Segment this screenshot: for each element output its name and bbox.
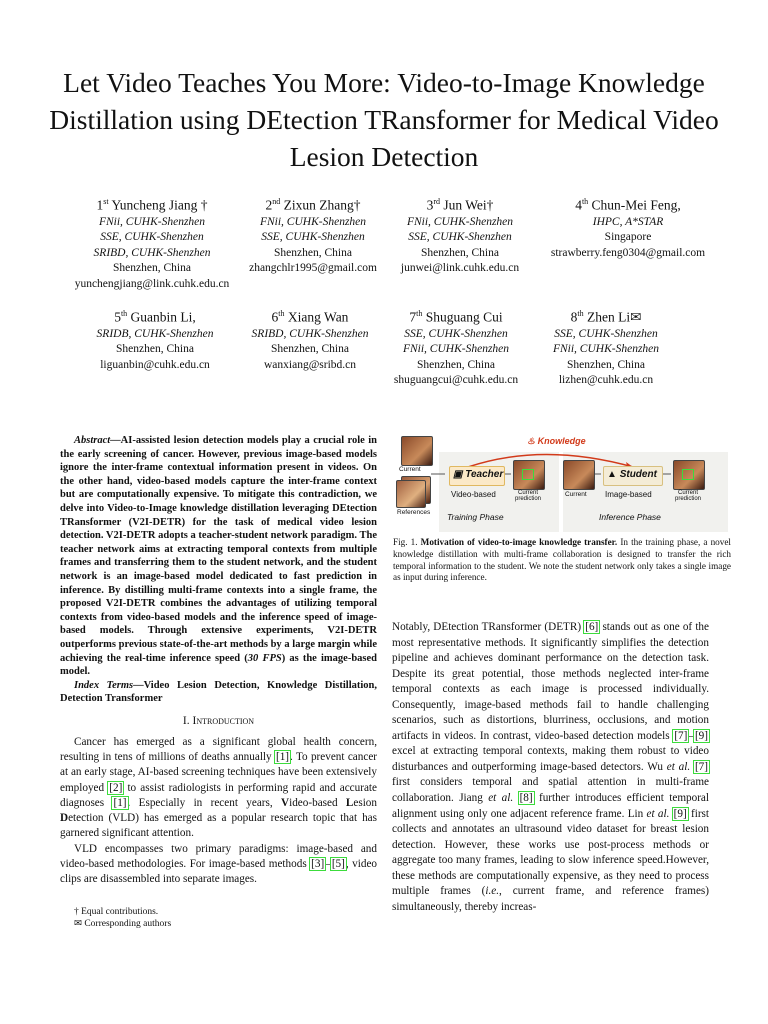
author-affiliation: SSE, CUHK-Shenzhen [408, 231, 512, 244]
author-email[interactable]: strawberry.feng0304@gmail.com [550, 246, 706, 259]
author-name: 1st Yuncheng Jiang † [96, 197, 208, 213]
citation-link[interactable]: [3] [311, 857, 325, 870]
author-affiliation: FNii, CUHK-Shenzhen [98, 215, 206, 228]
author-affiliation: SSE, CUHK-Shenzhen [100, 231, 204, 244]
footnote-equal: † Equal contributions. [74, 907, 159, 917]
student-label: ▲ Student [607, 469, 657, 480]
author-email[interactable]: yunchengjiang@link.cuhk.edu.cn [74, 277, 230, 290]
author-email[interactable]: zhangchlr1995@gmail.com [249, 262, 377, 275]
author-4 [528, 192, 728, 261]
author-location: Shenzhen, China [274, 246, 352, 259]
author-affiliation: IHPC, A*STAR [592, 215, 664, 228]
knowledge-label: ♨ Knowledge [527, 436, 586, 446]
inference-phase-label: Inference Phase [599, 512, 661, 522]
author-email[interactable]: wanxiang@sribd.cn [263, 358, 357, 371]
current-prediction-label: Current prediction [674, 490, 701, 502]
citation-link[interactable]: [9] [694, 729, 708, 742]
citation-link[interactable]: [8] [519, 792, 533, 805]
author-name: 5th Guanbin Li, [114, 309, 196, 325]
left-column [60, 434, 377, 887]
author-affiliation: SRIDB, CUHK-Shenzhen [96, 327, 214, 340]
student-icon: ▲ [607, 469, 617, 480]
citation-link[interactable]: [7] [694, 760, 708, 773]
teacher-label: ▣ Teacher [453, 469, 504, 480]
student-prediction-thumb [673, 460, 705, 490]
citation-link[interactable]: [6] [585, 621, 599, 633]
section-heading: I. Introduction [182, 714, 255, 727]
author-email[interactable]: lizhen@cuhk.edu.cn [558, 374, 654, 387]
author-affiliation: FNii, CUHK-Shenzhen [402, 343, 510, 356]
inference-current-thumb [563, 460, 595, 490]
flame-icon: ♨ [527, 436, 536, 446]
author-location: Shenzhen, China [567, 358, 645, 371]
author-affiliation: SRIBD, CUHK-Shenzhen [251, 327, 369, 340]
author-affiliation: SRIBD, CUHK-Shenzhen [93, 246, 211, 259]
training-phase-label: Training Phase [447, 512, 504, 522]
citation-link[interactable]: [1] [275, 751, 290, 764]
author-name: 8th Zhen Li✉ [570, 309, 642, 325]
video-based-label: Video-based [451, 490, 496, 499]
figure-caption: Fig. 1. Motivation of video-to-image knowledge transfer. In the training phase, a novel knowledge distillation with multi-frame collaboration is designed to transfer the rich temporal information to the student. We note the student network only takes a single image as input during inference. [393, 537, 731, 583]
footnotes [60, 906, 360, 930]
index-terms: Index Terms—Video Lesion Detection, Knowledge Distillation, Detection Transformer [60, 679, 377, 705]
author-affiliation: SSE, CUHK-Shenzhen [404, 327, 508, 340]
author-name: 6th Xiang Wan [271, 309, 349, 325]
author-affiliation: FNii, CUHK-Shenzhen [552, 343, 660, 356]
image-based-label: Image-based [605, 490, 652, 499]
author-email[interactable]: liguanbin@cuhk.edu.cn [100, 358, 210, 371]
author-location: Singapore [604, 231, 652, 244]
author-name: 7th Shuguang Cui [409, 309, 503, 325]
author-email[interactable]: junwei@link.cuhk.edu.cn [400, 262, 520, 275]
author-name: 4th Chun-Mei Feng, [575, 197, 681, 213]
author-location: Shenzhen, China [417, 358, 495, 371]
author-8 [506, 304, 706, 389]
citation-link[interactable]: [5] [331, 857, 345, 870]
author-affiliation: FNii, CUHK-Shenzhen [259, 215, 367, 228]
current-prediction-label: Current prediction [514, 490, 541, 502]
citation-link[interactable]: [1] [113, 796, 127, 809]
teacher-icon: ▣ [453, 469, 463, 480]
intro-paragraph-1: Cancer has emerged as a significant global health concern, resulting in tens of millions of deaths annually [1]. To prevent cancer at an early stage, AI-based screening techniques have been extensively employed [2] to assist radiologists in performing rapid and accurate diagnoses [1]. Especially in recent years, Video-based Lesion Detection (VLD) has emerged as a popular research topic that has garnered significant attention. [60, 736, 378, 840]
paper-title: Let Video Teaches You More: Video-to-Image Knowledge Distillation using DEtection TRansformer for Medical Video Lesion Detection [49, 67, 719, 172]
author-location: Shenzhen, China [271, 343, 349, 356]
abstract: Abstract—AI-assisted lesion detection models play a crucial role in the early screening of cancer. However, previous image-based models ignore the inter-frame contextual information present in videos. On the other hand, video-based models capture the inter-frame context but are computationally expensive. To mitigate this contradiction, we delve into Video-to-Image knowledge distillation leveraging DEtection TRansformer (V2I-DETR) for the task of medical video lesion detection. V2I-DETR adopts a teacher-student network paradigm. The teacher network aims at extracting temporal contexts from multiple frames and transferring them to the student network, and the student network is an image-based model dedicated to fast prediction in inference. By distilling multi-frame contexts into a single frame, the proposed V2I-DETR combines the advantages of utilizing temporal contexts from video-based models and the inference speed of image-based models. Through extensive experiments, V2I-DETR outperforms previous state-of-the-art methods by a large margin while achieving the real-time inference speed (30 FPS) as the image-based model. [60, 435, 377, 678]
right-column [392, 620, 709, 915]
footnote-corresponding: ✉ Corresponding authors [74, 919, 172, 929]
author-name: 3rd Jun Wei† [426, 197, 494, 213]
citation-link[interactable]: [9] [673, 807, 687, 820]
citation-link[interactable]: [7] [674, 729, 688, 742]
author-location: Shenzhen, China [421, 246, 499, 259]
author-name: 2nd Zixun Zhang† [265, 197, 361, 213]
current-label: Current [399, 466, 421, 473]
author-email[interactable]: shuguangcui@cuhk.edu.cn [393, 374, 519, 387]
references-label: References [397, 509, 431, 516]
figure-1 [393, 434, 731, 534]
author-affiliation: SSE, CUHK-Shenzhen [554, 327, 658, 340]
citation-link[interactable]: [2] [109, 781, 123, 794]
inference-current-label: Current [565, 491, 587, 498]
intro-paragraph-2: VLD encompasses two primary paradigms: image-based and video-based methodologies. For image-based methods [3]–[5], video clips are disassembled into separate images. [60, 842, 378, 885]
author-location: Shenzhen, China [113, 262, 191, 275]
teacher-prediction-thumb [513, 460, 545, 490]
right-paragraph: Notably, DEtection TRansformer (DETR) [6] stands out as one of the most representative methods. It significantly simplifies the detection pipeline and achieves dominant performance on the detection task. Despite its great potential, those methods neglected inter-frame temporal contexts as each image is processed individually. Consequently, image-based methods fail to handle challenging scenarios, such as distortions, blurriness, occlusions, and motion artifacts in videos. In contrast, video-based detection models [7]–[9] excel at extracting temporal contexts, making them robust to video disturbances and outperforming image-based detectors. Wu et al. [7] first considers temporal and spatial attention in multi-frame collaboration. Jiang et al. [8] further introduces efficient temporal alignment using only one adjacent reference frame. Lin et al. [9] first collects and annotates an ultrasound video dataset for breast lesion detection. However, these works use post-process methods or aggregate too many frames, leading to slow inference speed.However, these methods are computationally expensive, as they need to process multiple frames (i.e., current frame, and reference frames) simultaneously, thereby increas- [392, 621, 710, 913]
author-affiliation: SSE, CUHK-Shenzhen [261, 231, 365, 244]
author-location: Shenzhen, China [116, 343, 194, 356]
author-affiliation: FNii, CUHK-Shenzhen [406, 215, 514, 228]
